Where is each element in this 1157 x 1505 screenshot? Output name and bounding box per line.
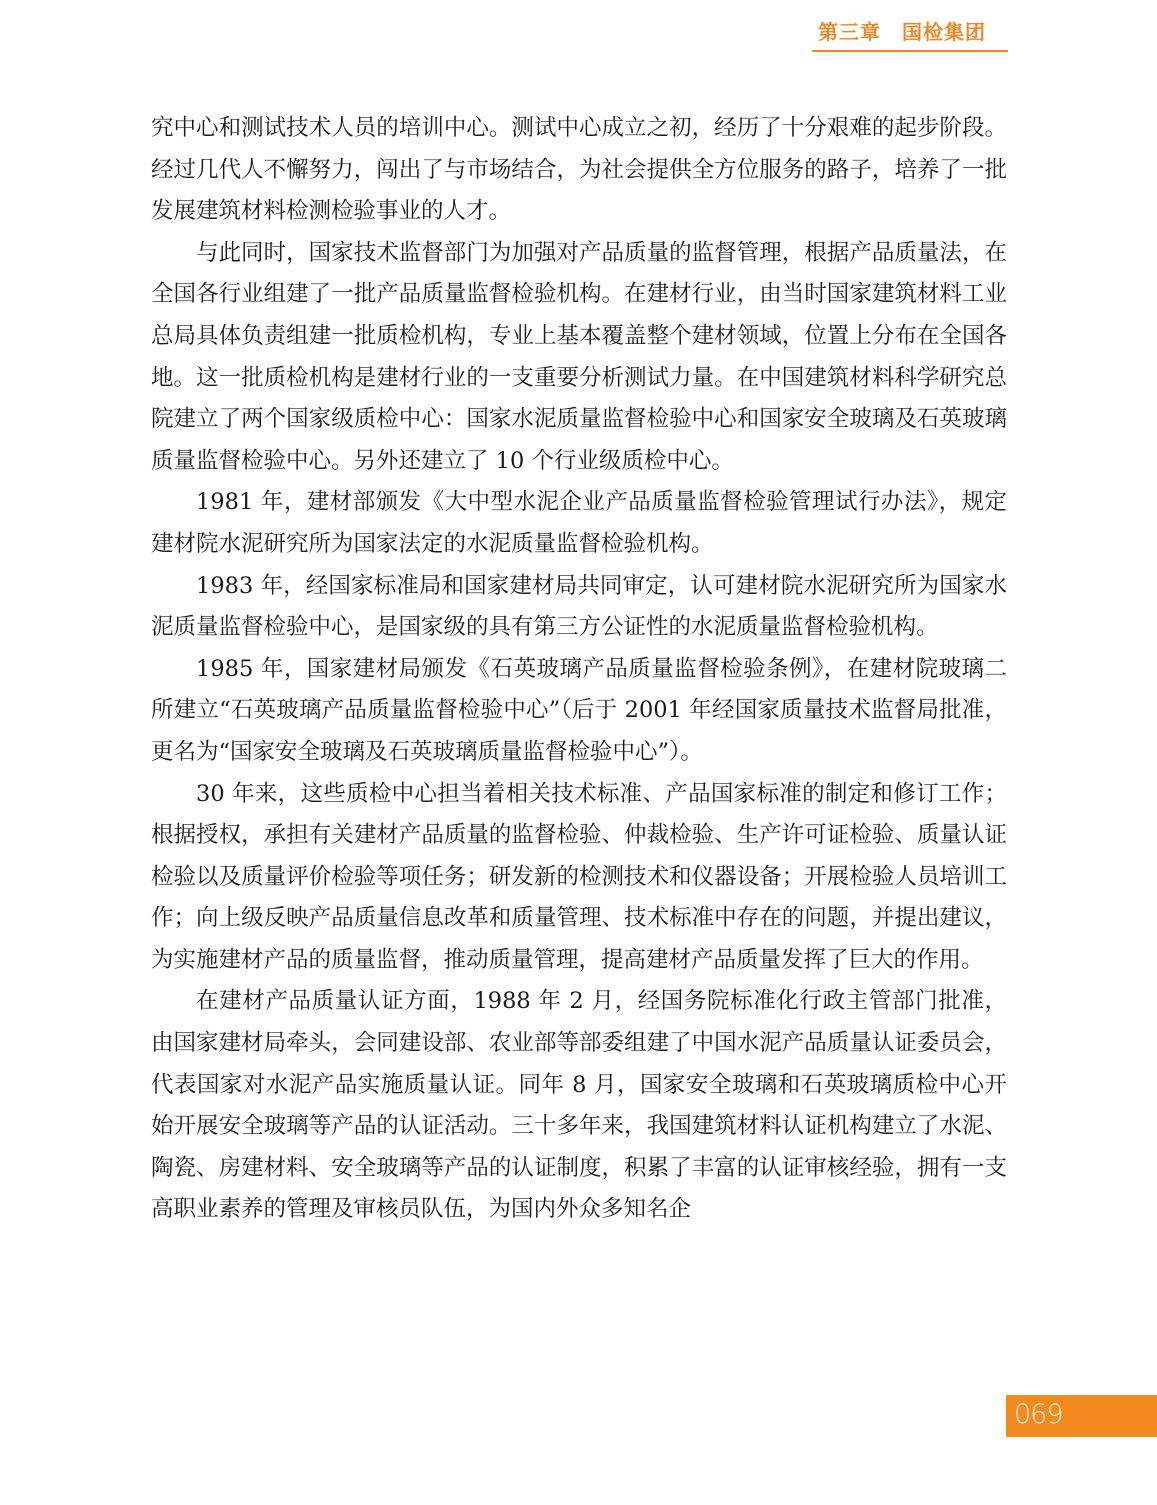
- body-text: [151, 108, 1007, 1231]
- paragraph: 1981 年，建材部颁发《大中型水泥企业产品质量监督检验管理试行办法》，规定建材院水泥研究所为国家法定的水泥质量监督检验机构。: [151, 489, 1007, 557]
- running-header: [812, 14, 1008, 52]
- paragraph: 究中心和测试技术人员的培训中心。测试中心成立之初，经历了十分艰难的起步阶段。经过几代人不懈努力，闯出了与市场结合，为社会提供全方位服务的路子，培养了一批发展建筑材料检测检验事业的人才。: [151, 115, 1007, 225]
- paragraph: 30 年来，这些质检中心担当着相关技术标准、产品国家标准的制定和修订工作；根据授权，承担有关建材产品质量的监督检验、仲裁检验、生产许可证检验、质量认证检验以及质量评价检验等项任务；研发新的检测技术和仪器设备；开展检验人员培训工作；向上级反映产品质量信息改革和质量管理、技术标准中存在的问题，并提出建议，为实施建材产品的质量监督，推动质量管理，提高建材产品质量发挥了巨大的作用。: [151, 780, 1007, 973]
- paragraph: 在建材产品质量认证方面，1988 年 2 月，经国务院标准化行政主管部门批准，由国家建材局牵头，会同建设部、农业部等部委组建了中国水泥产品质量认证委员会，代表国家对水泥产品实施质量认证。同年 8 月，国家安全玻璃和石英玻璃质检中心开始开展安全玻璃等产品的认证活动。三十多年来，我国建筑材料认证机构建立了水泥、陶瓷、房建材料、安全玻璃等产品的认证制度，积累了丰富的认证审核经验，拥有一支高职业素养的管理及审核员队伍，为国内外众多知名企: [151, 988, 1007, 1223]
- page-number-tab: [1006, 1395, 1157, 1437]
- paragraph: 1983 年，经国家标准局和国家建材局共同审定，认可建材院水泥研究所为国家水泥质量监督检验中心，是国家级的具有第三方公证性的水泥质量监督检验机构。: [151, 572, 1007, 641]
- page-number: 069: [1014, 1399, 1063, 1430]
- chapter-title: 第三章 国检集团: [818, 20, 986, 44]
- header-rule: [812, 50, 1008, 52]
- paragraph: 与此同时，国家技术监督部门为加强对产品质量的监督管理，根据产品质量法，在全国各行业组建了一批产品质量监督检验机构。在建材行业，由当时国家建筑材料工业总局具体负责组建一批质检机构，专业上基本覆盖整个建材领域，位置上分布在全国各地。这一批质检机构是建材行业的一支重要分析测试力量。在中国建筑材料科学研究总院建立了两个国家级质检中心：国家水泥质量监督检验中心和国家安全玻璃及石英玻璃质量监督检验中心。另外还建立了 10 个行业级质检中心。: [151, 239, 1007, 474]
- paragraph: 1985 年，国家建材局颁发《石英玻璃产品质量监督检验条例》，在建材院玻璃二所建立“石英玻璃产品质量监督检验中心”（后于 2001 年经国家质量技术监督局批准，更名为“国家安全玻璃及石英玻璃质量监督检验中心”）。: [151, 655, 1007, 765]
